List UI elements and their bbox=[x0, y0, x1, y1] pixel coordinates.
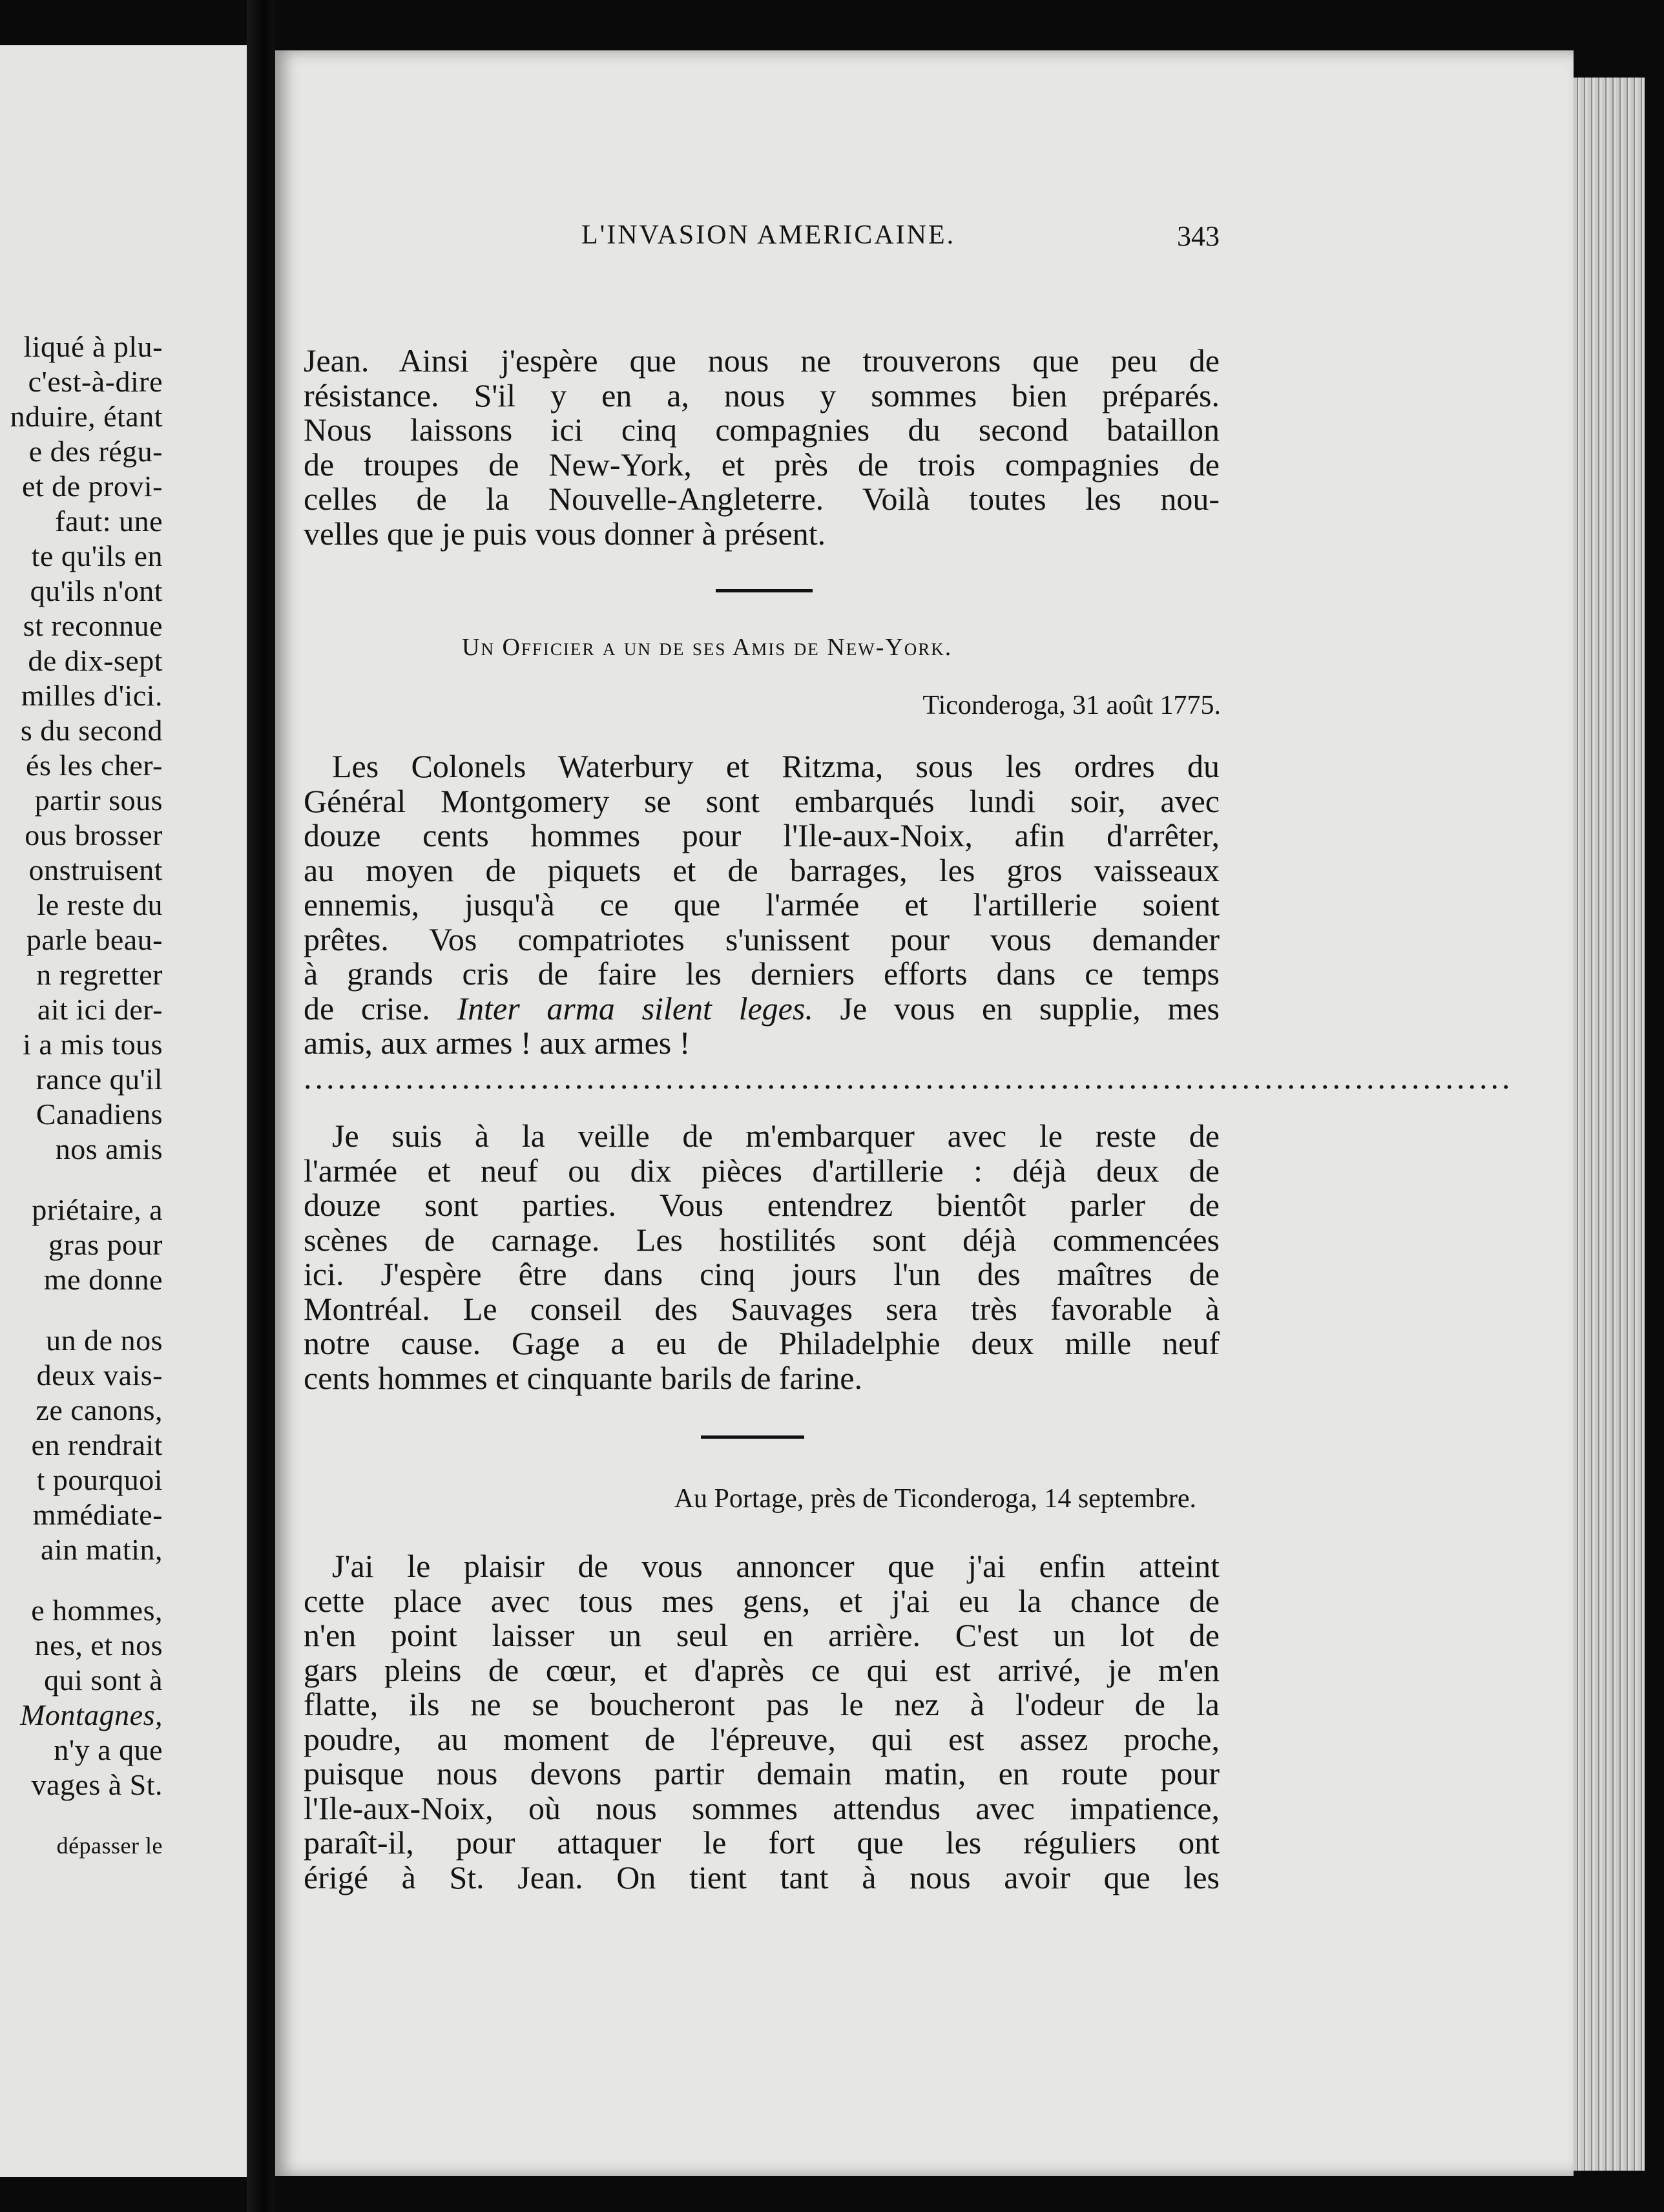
text-line: érigé à St. Jean. On tient tant à nous avoir que les bbox=[304, 1859, 1220, 1895]
facing-line: s du second bbox=[20, 714, 163, 747]
text-line: l'armée et neuf ou dix pièces d'artillerie : déjà deux de bbox=[304, 1152, 1220, 1189]
section-rule bbox=[716, 589, 813, 592]
facing-line: ous brosser bbox=[25, 819, 163, 851]
paragraph-continued bbox=[304, 344, 1220, 551]
dateline: Au Portage, près de Ticonderoga, 14 septembre. bbox=[674, 1484, 1196, 1514]
letter-paragraph bbox=[304, 1119, 1220, 1395]
facing-line: te qu'ils en bbox=[31, 539, 163, 572]
text-line: poudre, au moment de l'épreuve, qui est assez proche, bbox=[304, 1720, 1220, 1757]
facing-line: rance qu'il bbox=[36, 1063, 163, 1096]
facing-line: és les cher- bbox=[26, 749, 163, 782]
text-line: Jean. Ainsi j'espère que nous ne trouverons que peu de bbox=[304, 342, 1220, 379]
facing-line: qu'ils n'ont bbox=[30, 574, 163, 607]
text-line: cents hommes et cinquante barils de farine. bbox=[304, 1359, 862, 1396]
text-line: amis, aux armes ! aux armes ! bbox=[304, 1025, 691, 1061]
text-line: celles de la Nouvelle-Angleterre. Voilà toutes les nou- bbox=[304, 481, 1220, 517]
facing-page-text bbox=[0, 329, 163, 1863]
text-line: J'ai le plaisir de vous annoncer que j'ai enfin atteint bbox=[332, 1548, 1220, 1584]
text-line: l'Ile-aux-Noix, où nous sommes attendus avec impatience, bbox=[304, 1789, 1220, 1826]
facing-line: n'y a que bbox=[54, 1733, 163, 1766]
ellipsis-line: ........................................................................................................... bbox=[304, 1059, 1513, 1096]
text-line: paraît-il, pour attaquer le fort que les réguliers ont bbox=[304, 1824, 1220, 1861]
facing-line: nes, et nos bbox=[34, 1629, 163, 1662]
text-run: de crise. bbox=[304, 990, 457, 1027]
facing-line: ait ici der- bbox=[37, 993, 163, 1026]
text-line: Nous laissons ici cinq compagnies du second bataillon bbox=[304, 412, 1220, 448]
page-number: 343 bbox=[1177, 220, 1220, 252]
facing-line: Montagnes, bbox=[20, 1698, 163, 1731]
facing-line: de dix-sept bbox=[28, 644, 163, 677]
text-line: résistance. S'il y en a, nous y sommes bien préparés. bbox=[304, 377, 1220, 413]
text-line: Général Montgomery se sont embarqués lundi soir, avec bbox=[304, 782, 1220, 819]
facing-line: i a mis tous bbox=[23, 1028, 163, 1061]
facing-line: priétaire, a bbox=[32, 1193, 163, 1226]
facing-line: nduire, étant bbox=[10, 400, 163, 433]
facing-line: qui sont à bbox=[44, 1664, 163, 1696]
running-title: L'INVASION AMERICAINE. bbox=[581, 220, 956, 250]
text-line: flatte, ils ne se boucheront pas le nez à l'odeur de la bbox=[304, 1686, 1220, 1722]
text-line: n'en point laisser un seul en arrière. C'est un lot de bbox=[304, 1617, 1220, 1653]
facing-line: st reconnue bbox=[23, 609, 163, 642]
facing-line: t pourquoi bbox=[36, 1463, 163, 1496]
facing-line: le reste du bbox=[37, 888, 163, 921]
facing-line: e des régu- bbox=[28, 435, 163, 468]
facing-line: c'est-à-dire bbox=[28, 365, 163, 398]
facing-line: faut: une bbox=[55, 505, 163, 537]
letter-paragraph bbox=[304, 748, 1513, 1096]
text-line: ennemis, jusqu'à ce que l'armée et l'artillerie soient bbox=[304, 886, 1220, 923]
facing-line: milles d'ici. bbox=[21, 679, 163, 712]
dateline: Ticonderoga, 31 août 1775. bbox=[922, 691, 1221, 720]
facing-footnote-line: dépasser le bbox=[56, 1833, 163, 1859]
book-gutter bbox=[247, 0, 275, 2212]
facing-line: parle beau- bbox=[26, 923, 163, 956]
text-run: Je vous en supplie, mes bbox=[813, 990, 1220, 1027]
facing-line: onstruisent bbox=[28, 853, 163, 886]
text-line: velles que je puis vous donner à présent. bbox=[304, 515, 826, 552]
facing-line: e hommes, bbox=[31, 1594, 163, 1627]
text-line bbox=[304, 992, 1220, 1027]
facing-page bbox=[0, 45, 247, 2177]
text-line: au moyen de piquets et de barrages, les gros vaisseaux bbox=[304, 851, 1220, 888]
letter-heading: Un Officier a un de ses Amis de New-York. bbox=[462, 634, 953, 661]
facing-line: me donne bbox=[43, 1263, 163, 1296]
facing-line: mmédiate- bbox=[32, 1498, 163, 1531]
text-line: de troupes de New-York, et près de trois compagnies de bbox=[304, 446, 1220, 483]
facing-line: liqué à plu- bbox=[23, 330, 163, 363]
facing-line: deux vais- bbox=[36, 1359, 163, 1392]
text-line: à grands cris de faire les derniers efforts dans ce temps bbox=[304, 955, 1220, 992]
text-line: douze cents hommes pour l'Ile-aux-Noix, afin d'arrêter, bbox=[304, 817, 1220, 853]
text-line: scènes de carnage. Les hostilités sont déjà commencées bbox=[304, 1221, 1220, 1258]
facing-line: vages à St. bbox=[31, 1768, 163, 1801]
facing-line: ze canons, bbox=[36, 1393, 163, 1426]
facing-line: et de provi- bbox=[21, 470, 163, 503]
facing-line: gras pour bbox=[48, 1228, 163, 1261]
section-rule bbox=[701, 1435, 804, 1439]
text-line: cette place avec tous mes gens, et j'ai eu la chance de bbox=[304, 1582, 1220, 1619]
latin-phrase: Inter arma silent leges. bbox=[457, 990, 813, 1027]
facing-line: un de nos bbox=[46, 1324, 163, 1357]
page-block-edges bbox=[1574, 78, 1645, 2171]
edge-shadow bbox=[1645, 0, 1664, 2212]
facing-line: nos amis bbox=[55, 1132, 163, 1165]
facing-line: en rendrait bbox=[31, 1428, 163, 1461]
text-line: puisque nous devons partir demain matin, en route pour bbox=[304, 1755, 1220, 1791]
text-line: notre cause. Gage a eu de Philadelphie deux mille neuf bbox=[304, 1325, 1220, 1361]
text-line: Je suis à la veille de m'embarquer avec le reste de bbox=[332, 1118, 1220, 1154]
facing-line: partir sous bbox=[34, 784, 163, 817]
text-line: prêtes. Vos compatriotes s'unissent pour vous demander bbox=[304, 921, 1220, 957]
letter-paragraph bbox=[304, 1549, 1220, 1895]
text-line: ici. J'espère être dans cinq jours l'un des maîtres de bbox=[304, 1256, 1220, 1292]
facing-line: ain matin, bbox=[41, 1533, 163, 1566]
text-line: Montréal. Le conseil des Sauvages sera très favorable à bbox=[304, 1290, 1220, 1327]
text-line: Les Colonels Waterbury et Ritzma, sous les ordres du bbox=[332, 748, 1220, 784]
text-line: douze sont parties. Vous entendrez bientôt parler de bbox=[304, 1187, 1220, 1223]
facing-line: n regretter bbox=[36, 958, 163, 991]
text-line: gars pleins de cœur, et d'après ce qui est arrivé, je m'en bbox=[304, 1651, 1220, 1688]
facing-line: Canadiens bbox=[36, 1098, 163, 1131]
running-head bbox=[304, 220, 1220, 258]
